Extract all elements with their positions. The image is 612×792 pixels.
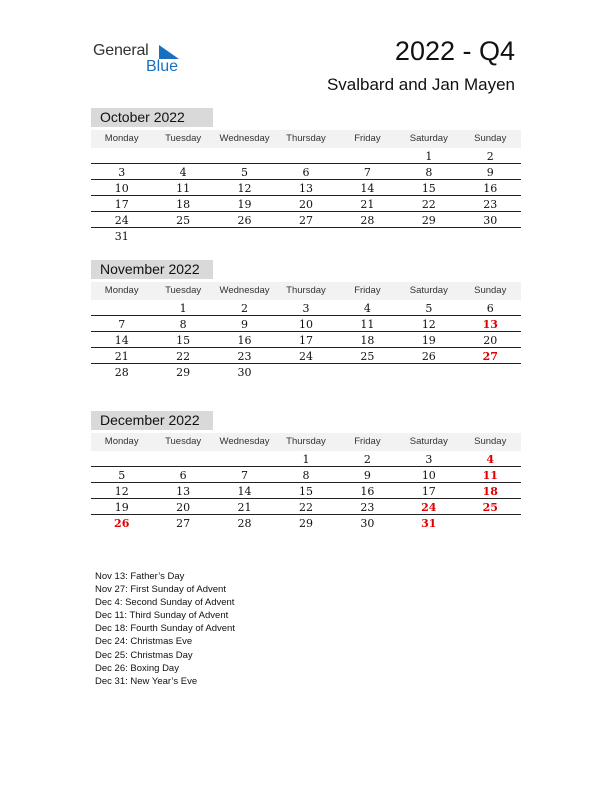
day-cell: 21 (114, 350, 129, 363)
day-cell: 26 (237, 214, 252, 227)
day-cell: 25 (360, 350, 375, 363)
day-cell: 20 (483, 334, 498, 347)
day-cell: 26 (114, 517, 130, 530)
holiday-note: Dec 24: Christmas Eve (95, 636, 193, 648)
weekday-label: Monday (104, 436, 139, 447)
day-cell: 16 (237, 334, 252, 347)
day-cell: 29 (421, 214, 436, 227)
month-november (91, 260, 521, 380)
week-row (91, 164, 521, 180)
day-cell: 29 (176, 366, 191, 379)
day-cell (275, 228, 336, 244)
day-cell: 9 (241, 318, 249, 331)
day-cell: 2 (363, 453, 371, 466)
day-cell: 28 (114, 366, 129, 379)
day-cell: 3 (425, 453, 433, 466)
day-cell: 1 (425, 150, 433, 163)
day-cell: 5 (118, 469, 126, 482)
day-cell (460, 515, 521, 531)
day-cell: 4 (363, 302, 371, 315)
day-cell (337, 228, 398, 244)
holiday-note: Nov 27: First Sunday of Advent (95, 584, 226, 596)
day-cell (152, 451, 213, 466)
day-cell: 10 (298, 318, 313, 331)
day-cell: 19 (114, 501, 129, 514)
day-cell: 4 (486, 453, 495, 466)
day-cell: 7 (241, 469, 249, 482)
week-row (91, 515, 521, 531)
holiday-note: Dec 4: Second Sunday of Advent (95, 597, 235, 609)
week-row (91, 180, 521, 196)
month-december (91, 411, 521, 531)
day-cell: 1 (302, 453, 310, 466)
day-cell (337, 148, 398, 163)
day-cell: 30 (237, 366, 252, 379)
day-cell: 18 (360, 334, 375, 347)
weekday-label: Friday (354, 436, 381, 447)
day-cell: 17 (421, 485, 436, 498)
day-cell: 28 (360, 214, 375, 227)
weekday-header (91, 282, 521, 300)
holiday-note: Nov 13: Father’s Day (95, 571, 185, 582)
day-cell: 16 (360, 485, 375, 498)
week-row (91, 228, 521, 244)
day-cell: 6 (302, 166, 310, 179)
day-cell: 11 (482, 469, 498, 482)
day-cell: 2 (241, 302, 249, 315)
day-cell: 23 (237, 350, 252, 363)
day-cell: 6 (486, 302, 494, 315)
weekday-label: Sunday (474, 285, 507, 296)
day-cell (91, 148, 152, 163)
day-cell (152, 228, 213, 244)
weekday-label: Saturday (409, 436, 448, 447)
month-label: October 2022 (91, 108, 213, 127)
day-cell: 8 (302, 469, 310, 482)
day-cell: 23 (483, 198, 498, 211)
day-cell: 9 (486, 166, 494, 179)
logo-text-blue: Blue (146, 58, 179, 75)
day-cell (460, 364, 521, 380)
weekday-header (91, 130, 521, 148)
day-cell: 5 (241, 166, 249, 179)
day-cell: 28 (237, 517, 252, 530)
day-cell: 30 (483, 214, 498, 227)
weekday-label: Wednesday (219, 133, 270, 144)
day-cell: 16 (483, 182, 498, 195)
day-cell: 17 (298, 334, 313, 347)
day-cell: 11 (176, 182, 191, 195)
day-cell: 25 (176, 214, 191, 227)
holiday-note: Dec 18: Fourth Sunday of Advent (95, 623, 235, 635)
month-label: November 2022 (91, 260, 213, 279)
holiday-note: Dec 25: Christmas Day (95, 649, 193, 661)
day-cell (214, 148, 275, 163)
day-cell: 15 (421, 182, 436, 195)
day-cell: 12 (237, 182, 252, 195)
day-cell: 27 (298, 214, 313, 227)
weekday-label: Wednesday (219, 285, 270, 296)
day-cell: 22 (298, 501, 313, 514)
day-cell: 6 (179, 469, 187, 482)
day-cell: 15 (298, 485, 313, 498)
day-cell: 3 (118, 166, 126, 179)
day-cell: 23 (360, 501, 375, 514)
day-cell: 10 (421, 469, 436, 482)
day-cell: 31 (421, 517, 437, 530)
day-cell: 18 (482, 485, 498, 498)
day-cell: 3 (302, 302, 310, 315)
day-cell: 7 (363, 166, 371, 179)
day-cell: 26 (421, 350, 436, 363)
day-cell: 12 (421, 318, 436, 331)
day-cell (91, 451, 152, 466)
week-row (91, 148, 521, 164)
day-cell: 22 (176, 350, 191, 363)
weekday-label: Saturday (409, 285, 448, 296)
week-row (91, 332, 521, 348)
weekday-label: Friday (354, 133, 381, 144)
day-cell: 27 (176, 517, 191, 530)
week-row (91, 451, 521, 467)
day-cell: 12 (114, 485, 129, 498)
week-row (91, 499, 521, 515)
week-row (91, 300, 521, 316)
day-cell: 9 (363, 469, 371, 482)
day-cell (337, 364, 398, 380)
week-row (91, 212, 521, 228)
day-cell: 13 (482, 318, 498, 331)
month-label: December 2022 (91, 411, 213, 430)
weekday-label: Tuesday (165, 436, 202, 447)
week-row (91, 196, 521, 212)
day-cell: 24 (114, 214, 129, 227)
day-cell: 21 (237, 501, 252, 514)
week-row (91, 483, 521, 499)
day-cell: 21 (360, 198, 375, 211)
day-cell: 15 (176, 334, 191, 347)
day-cell: 31 (114, 230, 129, 243)
holiday-note: Dec 26: Boxing Day (95, 662, 179, 674)
calendar-grid (91, 130, 521, 244)
day-cell: 2 (486, 150, 494, 163)
weekday-label: Thursday (286, 436, 326, 447)
weekday-label: Monday (104, 285, 139, 296)
day-cell (460, 228, 521, 244)
day-cell: 13 (176, 485, 191, 498)
day-cell (275, 148, 336, 163)
weekday-label: Wednesday (219, 436, 270, 447)
calendar-grid (91, 282, 521, 380)
day-cell (91, 300, 152, 315)
day-cell: 14 (237, 485, 252, 498)
weekday-label: Tuesday (165, 133, 202, 144)
weekday-label: Thursday (286, 285, 326, 296)
day-cell: 29 (298, 517, 313, 530)
day-cell (214, 451, 275, 466)
day-cell: 22 (421, 198, 436, 211)
day-cell: 8 (425, 166, 433, 179)
day-cell: 4 (179, 166, 187, 179)
weekday-label: Monday (104, 133, 139, 144)
weekday-label: Thursday (286, 133, 326, 144)
day-cell: 24 (421, 501, 437, 514)
day-cell: 10 (114, 182, 129, 195)
day-cell: 18 (176, 198, 191, 211)
day-cell: 27 (482, 350, 498, 363)
day-cell: 19 (421, 334, 436, 347)
page-title: 2022 - Q4 (394, 36, 515, 66)
week-row (91, 467, 521, 483)
day-cell: 20 (298, 198, 313, 211)
day-cell: 24 (298, 350, 313, 363)
day-cell: 5 (425, 302, 433, 315)
weekday-label: Tuesday (165, 285, 202, 296)
day-cell (398, 228, 459, 244)
weekday-label: Friday (354, 285, 381, 296)
weekday-label: Sunday (474, 133, 507, 144)
day-cell (275, 364, 336, 380)
brand-logo (93, 42, 193, 78)
day-cell: 17 (114, 198, 129, 211)
month-october (91, 108, 521, 244)
day-cell: 13 (298, 182, 313, 195)
weekday-label: Saturday (409, 133, 448, 144)
week-row (91, 364, 521, 380)
holiday-notes (95, 570, 235, 688)
logo-text-general: General (93, 42, 149, 59)
day-cell: 8 (179, 318, 187, 331)
holiday-note: Dec 11: Third Sunday of Advent (95, 610, 229, 622)
page-subtitle: Svalbard and Jan Mayen (326, 75, 515, 94)
day-cell: 7 (118, 318, 126, 331)
holiday-note: Dec 31: New Year’s Eve (95, 675, 198, 687)
day-cell: 14 (114, 334, 129, 347)
day-cell: 30 (360, 517, 375, 530)
week-row (91, 348, 521, 364)
day-cell: 20 (176, 501, 191, 514)
day-cell: 14 (360, 182, 375, 195)
day-cell (398, 364, 459, 380)
weekday-label: Sunday (474, 436, 507, 447)
day-cell (152, 148, 213, 163)
day-cell: 11 (360, 318, 375, 331)
day-cell: 1 (179, 302, 187, 315)
day-cell: 19 (237, 198, 252, 211)
day-cell (214, 228, 275, 244)
calendar-grid (91, 433, 521, 531)
week-row (91, 316, 521, 332)
day-cell: 25 (482, 501, 498, 514)
weekday-header (91, 433, 521, 451)
